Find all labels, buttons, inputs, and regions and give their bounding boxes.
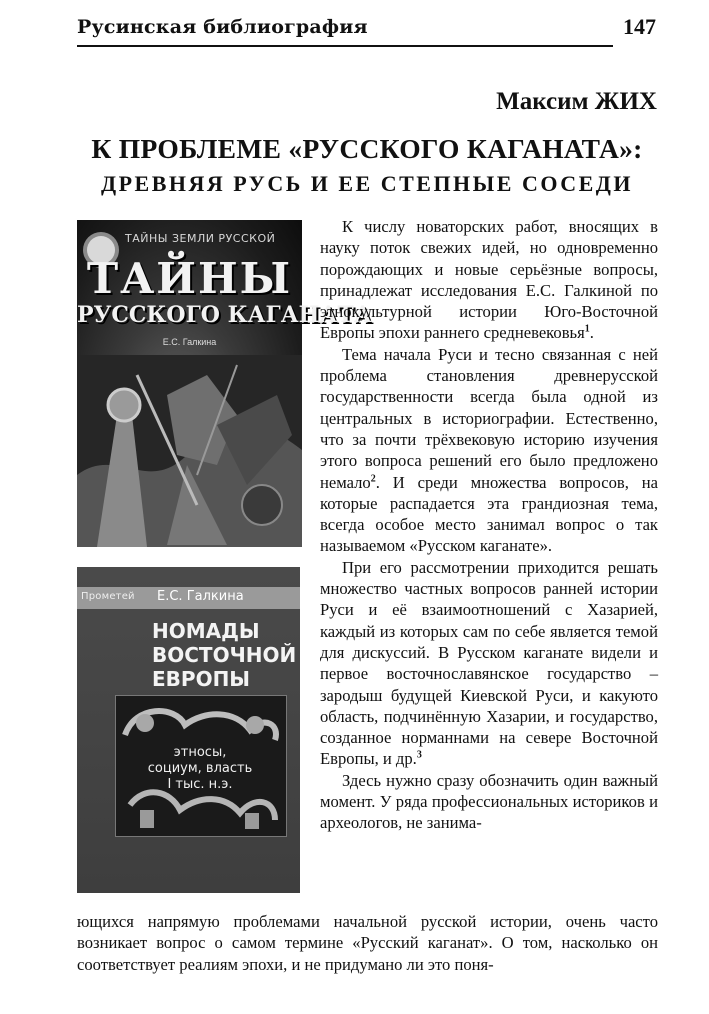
footnote-ref-2[interactable]: 2 xyxy=(370,473,376,485)
cover1-series: ТАЙНЫ ЗЕМЛИ РУССКОЙ xyxy=(125,232,276,245)
paragraph-2 xyxy=(320,344,658,557)
body-full-width xyxy=(77,911,658,975)
body-column xyxy=(320,216,658,834)
paragraph-2-end: . И среди множества вопросов, на которые распадается эта грандиозная тема, всегда особое место занимал вопрос о так называемом «Русском каганате». xyxy=(320,472,658,556)
paragraph-4-full-part: ющихся напрямую проблемами начальной русской истории, очень часто возникает вопрос о самом термине «Русский каганат». О том, насколько он соответствует реалиям эпохи, и не придумано ли это поня- xyxy=(77,912,658,974)
paragraph-1 xyxy=(320,216,658,344)
cover2-title-line2: ВОСТОЧНОЙ xyxy=(152,643,297,667)
cover2-subtitle-line2: социум, власть xyxy=(147,761,253,776)
paragraph-2-text: Тема начала Руси и тесно связанная с ней проблема становления древнерусской государственности всегда была одной из центральных в историографии. Естественно, что за почти трёхвековую историю изучения этого вопроса решений его было предложено немало xyxy=(320,344,658,492)
battle-scene-illustration xyxy=(77,355,302,547)
cover2-title-line1: НОМАДЫ xyxy=(152,619,260,643)
running-title: Русинская библиография xyxy=(77,16,368,38)
cover2-series: Прометей xyxy=(81,591,135,602)
paragraph-3-text: При его рассмотрении приходится решать множество частных вопросов ранней истории Руси и её взаимоотношений с Хазарией, каждый из которых сам по себе является темой для дискуссий. В Русском каганате видели и первое восточнославянское государство – зародыш будущей Киевской Руси, и какуюто область, подчинённую Хазарии, и государство, созданное норманнами на севере Восточной Европы, и др. xyxy=(320,557,658,769)
page-number: 147 xyxy=(623,14,656,39)
cover2-subtitle xyxy=(115,745,285,793)
footnote-ref-1[interactable]: 1 xyxy=(584,323,590,335)
paragraph-1-text: К числу новаторских работ, вносящих в науку поток свежих идей, но одновременно порождающих и новые серьёзные вопросы, принадлежат исследования Е.С. Галкиной по этнокультурной истории Юго-Восточной Европы эпохи раннего средневековья xyxy=(320,217,658,343)
paragraph-4-column-part: Здесь нужно сразу обозначить один важный момент. У ряда профессиональных историков и археологов, не занима- xyxy=(320,770,658,833)
cover2-author: Е.С. Галкина xyxy=(157,589,244,604)
paragraph-3 xyxy=(320,557,658,770)
article-subtitle: ДРЕВНЯЯ РУСЬ И ЕЕ СТЕПНЫЕ СОСЕДИ xyxy=(100,171,634,196)
cover1-author: Е.С. Галкина xyxy=(162,337,217,347)
article-title: К ПРОБЛЕМЕ «РУССКОГО КАГАНАТА»: xyxy=(91,133,643,164)
footnote-ref-3[interactable]: 3 xyxy=(416,749,422,761)
cover2-subtitle-line3: I тыс. н.э. xyxy=(167,777,233,792)
book-cover-tainy-russkogo-kaganata xyxy=(77,220,372,547)
cover1-title-line1: ТАЙНЫ xyxy=(86,254,293,303)
article-author: Максим ЖИХ xyxy=(496,88,657,115)
header-rule xyxy=(77,45,613,47)
paragraph-1-end: . xyxy=(589,323,594,343)
cover2-title xyxy=(152,619,297,691)
cover1-title-line2: РУССКОГО КАГАНАТА xyxy=(77,302,372,328)
running-header xyxy=(77,12,656,46)
book-cover-nomady-vostochnoj-evropy xyxy=(77,567,300,893)
cover2-title-line3: ЕВРОПЫ xyxy=(152,667,251,691)
cover2-subtitle-line1: этносы, xyxy=(173,745,227,760)
